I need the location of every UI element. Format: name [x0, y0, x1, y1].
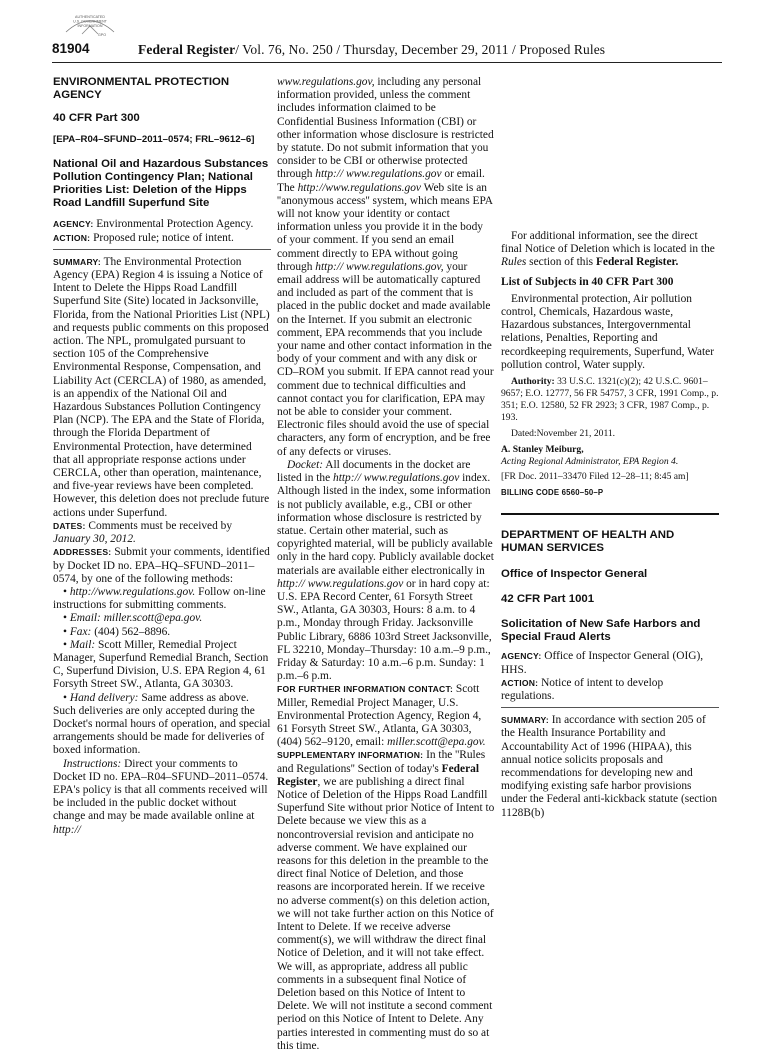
epa-action-line — [53, 232, 271, 245]
bullet-hand-delivery: • Hand delivery: Same address as above. Such deliveries are only accepted during the Docket's normal hours of operation, and special arrangements should be made for deliveries of boxed information. — [53, 691, 271, 757]
column-2 — [277, 76, 495, 1053]
supplementary-label: SUPPLEMENTARY INFORMATION: — [277, 750, 424, 761]
hhs-action-line — [501, 677, 719, 703]
summary-text: In accordance with section 205 of the Health Insurance Portability and Accountability Act of 1996 (HIPAA), this annual notice solicits proposals and recommendations for developing new and modifying existing safe harbor provisions under the Federal anti-kickback statute (section 1128B(b) — [501, 714, 718, 819]
action-label: ACTION: — [501, 677, 539, 688]
hhs-summary — [501, 714, 719, 820]
bullet-web-text: Follow on-line instructions for submitting comments. — [53, 585, 266, 612]
publication-name: Federal Register — [138, 42, 236, 57]
agency-value: Environmental Protection Agency. — [96, 218, 254, 231]
section-divider — [501, 513, 719, 515]
additional-text: For additional information, see the direct final Notice of Deletion which is located in the — [501, 230, 715, 256]
dates-text: Comments must be received by — [88, 519, 233, 532]
agency-label: AGENCY: — [501, 651, 542, 662]
addresses-text: Submit your comments, identified by Docket ID no. EPA–HQ–SFUND–2011–0574, by one of the following methods: — [53, 546, 270, 585]
regulations-gov-link[interactable]: http://www.regulations.gov. — [69, 585, 196, 598]
divider — [53, 249, 271, 250]
bullet-web: • http://www.regulations.gov. Follow on-line instructions for submitting comments. — [53, 585, 266, 612]
action-label: ACTION: — [53, 232, 91, 243]
page-info — [138, 42, 605, 58]
subjects-heading: List of Subjects in 40 CFR Part 300 — [501, 275, 674, 288]
regulations-url[interactable]: www.regulations.gov, — [277, 76, 375, 88]
instructions — [53, 758, 271, 837]
epa-dates — [53, 520, 271, 546]
authority-text: 33 U.S.C. 1321(c)(2); 42 U.S.C. 9601–9657; E.O. 12777, 56 FR 54757, 3 CFR, 1991 Comp., p. 351; E.O. 12580, 52 FR 2923; 3 CFR, 1987 Comp., p. 193. — [501, 376, 719, 424]
regulations-url[interactable]: http:// www.regulations.gov, — [315, 260, 444, 273]
authority-label: Authority: — [511, 376, 555, 388]
summary-label: SUMMARY: — [501, 715, 549, 726]
mail-value: Scott Miller, Remedial Project Manager, Superfund Remedial Branch, Section C, Superfund Division, U.S. EPA Region 4, 61 Forsyth Street SW., Atlanta, GA 30303. — [53, 638, 269, 691]
regulations-url[interactable]: http:// www.regulations.gov — [277, 577, 404, 590]
additional-text: section of this — [529, 256, 594, 269]
addresses-label: ADDRESSES: — [53, 547, 112, 558]
authority — [501, 376, 719, 424]
hhs-rule-title: Solicitation of New Safe Harbors and Special Fraud Alerts — [501, 618, 701, 644]
instructions-text: Direct your comments to Docket ID no. EPA–R04–SFUND–2011–0574. EPA's policy is that all comments received will be included in the public docket without change and may be made available online at — [53, 757, 269, 823]
dated: Dated:November 21, 2011. — [511, 428, 616, 440]
dates-label: DATES: — [53, 520, 86, 531]
hhs-cfr-part: 42 CFR Part 1001 — [501, 592, 595, 605]
instructions-url[interactable]: http:// — [53, 823, 81, 836]
subjects-list: Environmental protection, Air pollution control, Chemicals, Hazardous waste, Hazardous substances, Intergovernmental relations, Penalties, Reporting and recordkeeping requirements, Superfund, Water pollution control, Water supply. — [501, 292, 715, 371]
summary-label: SUMMARY: — [53, 256, 101, 267]
instructions-label: Instructions: — [63, 757, 122, 770]
epa-summary — [53, 256, 271, 520]
supplementary-continued-space — [501, 76, 719, 230]
hhs-agency-line — [501, 650, 719, 676]
bullet-fax: • Fax: (404) 562–8896. — [63, 625, 171, 638]
contact-text: Scott Miller, Remedial Project Manager, U.S. Environmental Protection Agency, Region 4, 61 Forsyth Street SW., Atlanta, GA 30303, (404) 562–9120, email: — [277, 683, 482, 749]
comment-policy-text: including any personal information provided, unless the comment includes information claimed to be Confidential Business Information (CBI) or other information whose disclosure is restricted by statute. Do not submit information that you consider to be CBI or otherwise protected through — [277, 76, 494, 181]
epa-agency-line — [53, 218, 271, 231]
gpo-authentication-seal — [62, 12, 118, 38]
fax-label: Fax: — [69, 625, 92, 638]
hhs-agency-heading: DEPARTMENT OF HEALTH AND HUMAN SERVICES — [501, 529, 675, 555]
billing-code: BILLING CODE 6560–50–P — [501, 488, 604, 498]
column-3 — [501, 76, 719, 820]
bullet-mail: • Mail: Scott Miller, Remedial Project Manager, Superfund Remedial Branch, Section C, Superfund Division, U.S. EPA Region 4, 61 Forsyth Street SW., Atlanta, GA 30303. — [53, 638, 269, 691]
hand-label: Hand delivery: — [69, 691, 139, 704]
supplementary-paragraph — [277, 749, 495, 1053]
seal-line-2: U.S. GOVERNMENT — [73, 19, 107, 24]
docket-text: All documents in the docket are listed in the — [277, 458, 471, 485]
action-value: Proposed rule; notice of intent. — [93, 231, 234, 244]
issue-info: / Vol. 76, No. 250 / Thursday, December 29, 2011 / Proposed Rules — [235, 42, 606, 57]
contact-label: FOR FURTHER INFORMATION CONTACT: — [277, 684, 454, 695]
fr-doc: [FR Doc. 2011–33470 Filed 12–28–11; 8:45 am] — [501, 471, 689, 483]
epa-addresses — [53, 546, 271, 586]
comment-policy — [277, 76, 495, 459]
comment-policy-text: or email. The — [277, 168, 485, 194]
agency-value: Office of Inspector General (OIG), HHS. — [501, 650, 704, 676]
comment-policy-text: your email address will be automatically captured and included as part of the comment that is placed in the public docket and made available on the Internet. If you submit an electronic comment, EPA recommends that you include your name and other contact information in the body of your comment and with any disk or CD–ROM you submit. If EPA cannot read your comment due to technical difficulties and cannot contact you for clarification, EPA may not be able to consider your comment. Electronic files should avoid the use of special characters, any form of encryption, and be free of any defects or viruses. — [277, 260, 494, 458]
dates-date: January 30, 2012. — [53, 533, 136, 546]
docket-text: index. Although listed in the index, some information is not publicly available, e.g., CBI or other information whose disclosure is restricted by statue. Certain other material, such as copyrighted material, will be publicly available only in the hard copy. Publicly available docket materials are available either electronically in — [277, 472, 494, 577]
page-number: 81904 — [52, 41, 90, 56]
email-link[interactable]: Email: miller.scott@epa.gov. — [69, 612, 203, 625]
rules-ref: Rules — [501, 256, 527, 269]
mail-label: Mail: — [69, 638, 96, 651]
seal-line-4: GPO — [98, 33, 106, 37]
contact-email[interactable]: miller.scott@epa.gov. — [387, 736, 486, 749]
docket-paragraph — [277, 459, 495, 683]
column-1 — [53, 76, 271, 837]
bullet-email: • Email: miller.scott@epa.gov. — [63, 612, 203, 625]
divider — [501, 707, 719, 708]
regulations-url[interactable]: http://www.regulations.gov — [297, 181, 421, 194]
epa-agency-heading: ENVIRONMENTAL PROTECTION AGENCY — [53, 76, 230, 102]
regulations-url[interactable]: http:// www.regulations.gov — [333, 472, 460, 485]
hand-value: Same address as above. Such deliveries are only accepted during the Docket's normal hours of operation, and special arrangements should be made for deliveries of boxed information. — [53, 691, 271, 757]
docket-text: or in hard copy at: U.S. EPA Record Center, 61 Forsyth Street SW., Atlanta, GA 30303, Hours: 8 a.m. to 4 p.m., Monday through Friday. Jacksonville Public Library, 6886 103rd Street Jacksonville, FL 32210, Monday–Thursday: 10 a.m.–9 p.m., Friday & Saturday: 10 a.m.–6 p.m. Sunday: 1 p.m.–6 p.m. — [277, 577, 492, 683]
seal-line-3: INFORMATION — [77, 24, 103, 28]
regulations-url[interactable]: http:// www.regulations.gov — [315, 168, 442, 181]
epa-cfr-part: 40 CFR Part 300 — [53, 112, 140, 125]
hhs-office: Office of Inspector General — [501, 567, 648, 580]
docket-label: Docket: — [287, 458, 324, 471]
federal-register-ref: Federal Register — [277, 762, 479, 788]
signer-name: A. Stanley Meiburg, — [501, 444, 584, 456]
supplementary-text: In the ''Rules and Regulations'' Section of today's — [277, 749, 486, 775]
comment-policy-text: Web site is an ''anonymous access'' system, which means EPA will not know your identity or contact information unless you provide it in the body of your comment. If you send an email comment directly to EPA without going through — [277, 181, 493, 273]
signer-title: Acting Regional Administrator, EPA Region 4. — [501, 456, 679, 468]
page-header — [52, 40, 722, 63]
action-value: Notice of intent to develop regulations. — [501, 676, 664, 703]
supplementary-text: , we are publishing a direct final Notice of Deletion of the Hipps Road Landfill Superfund Site without prior Notice of Intent to Delete because we view this as a noncontroversial revision and anticipate no adverse comment. We have explained our reasons for this deletion in the preamble to the direct final Notice of Deletion, and those reasons are incorporated herein. If we receive no adverse comment(s) on this deletion action, we will not take further action on this Notice of Intent to Delete. If we receive adverse comment(s), we will withdraw the direct final Notice of Deletion, and it will not take effect. We will, as appropriate, address all public comments in a subsequent final Notice of Deletion based on this Notice of Intent to Delete. We will not institute a second comment period on this Notice of Intent to Delete. Any parties interested in commenting must do so at this time. — [277, 775, 495, 1052]
summary-text: The Environmental Protection Agency (EPA) Region 4 is issuing a Notice of Intent to Delete the Hipps Road Landfill Superfund Site (Site) located in Jacksonville, Florida, from the National Priorities List (NPL) and requests public comments on this proposed action. The NPL, promulgated pursuant to section 105 of the Comprehensive Environmental Response, Compensation, and Liability Act (CERCLA) of 1980, as amended, is an appendix of the National Oil and Hazardous Substances Pollution Contingency Plan (NCP). The EPA and the State of Florida, through the Florida Department of Environmental Protection, have determined that all appropriate response actions under CERCLA, other than operation, maintenance, and five-year reviews have been completed. However, this deletion does not preclude future actions under Superfund. — [53, 255, 270, 519]
fax-value: (404) 562–8896. — [94, 625, 171, 638]
federal-register-ref: Federal Register. — [595, 256, 679, 269]
contact-paragraph — [277, 683, 495, 749]
agency-label: AGENCY: — [53, 219, 94, 230]
additional-info — [501, 230, 719, 270]
epa-rule-title: National Oil and Hazardous Substances Pollution Contingency Plan; National Priorities List: Deletion of the Hipps Road Landfill Superfund Site — [53, 157, 269, 210]
epa-docket-number: [EPA–R04–SFUND–2011–0574; FRL–9612–6] — [53, 133, 255, 145]
seal-line-1: AUTHENTICATED — [75, 15, 105, 19]
